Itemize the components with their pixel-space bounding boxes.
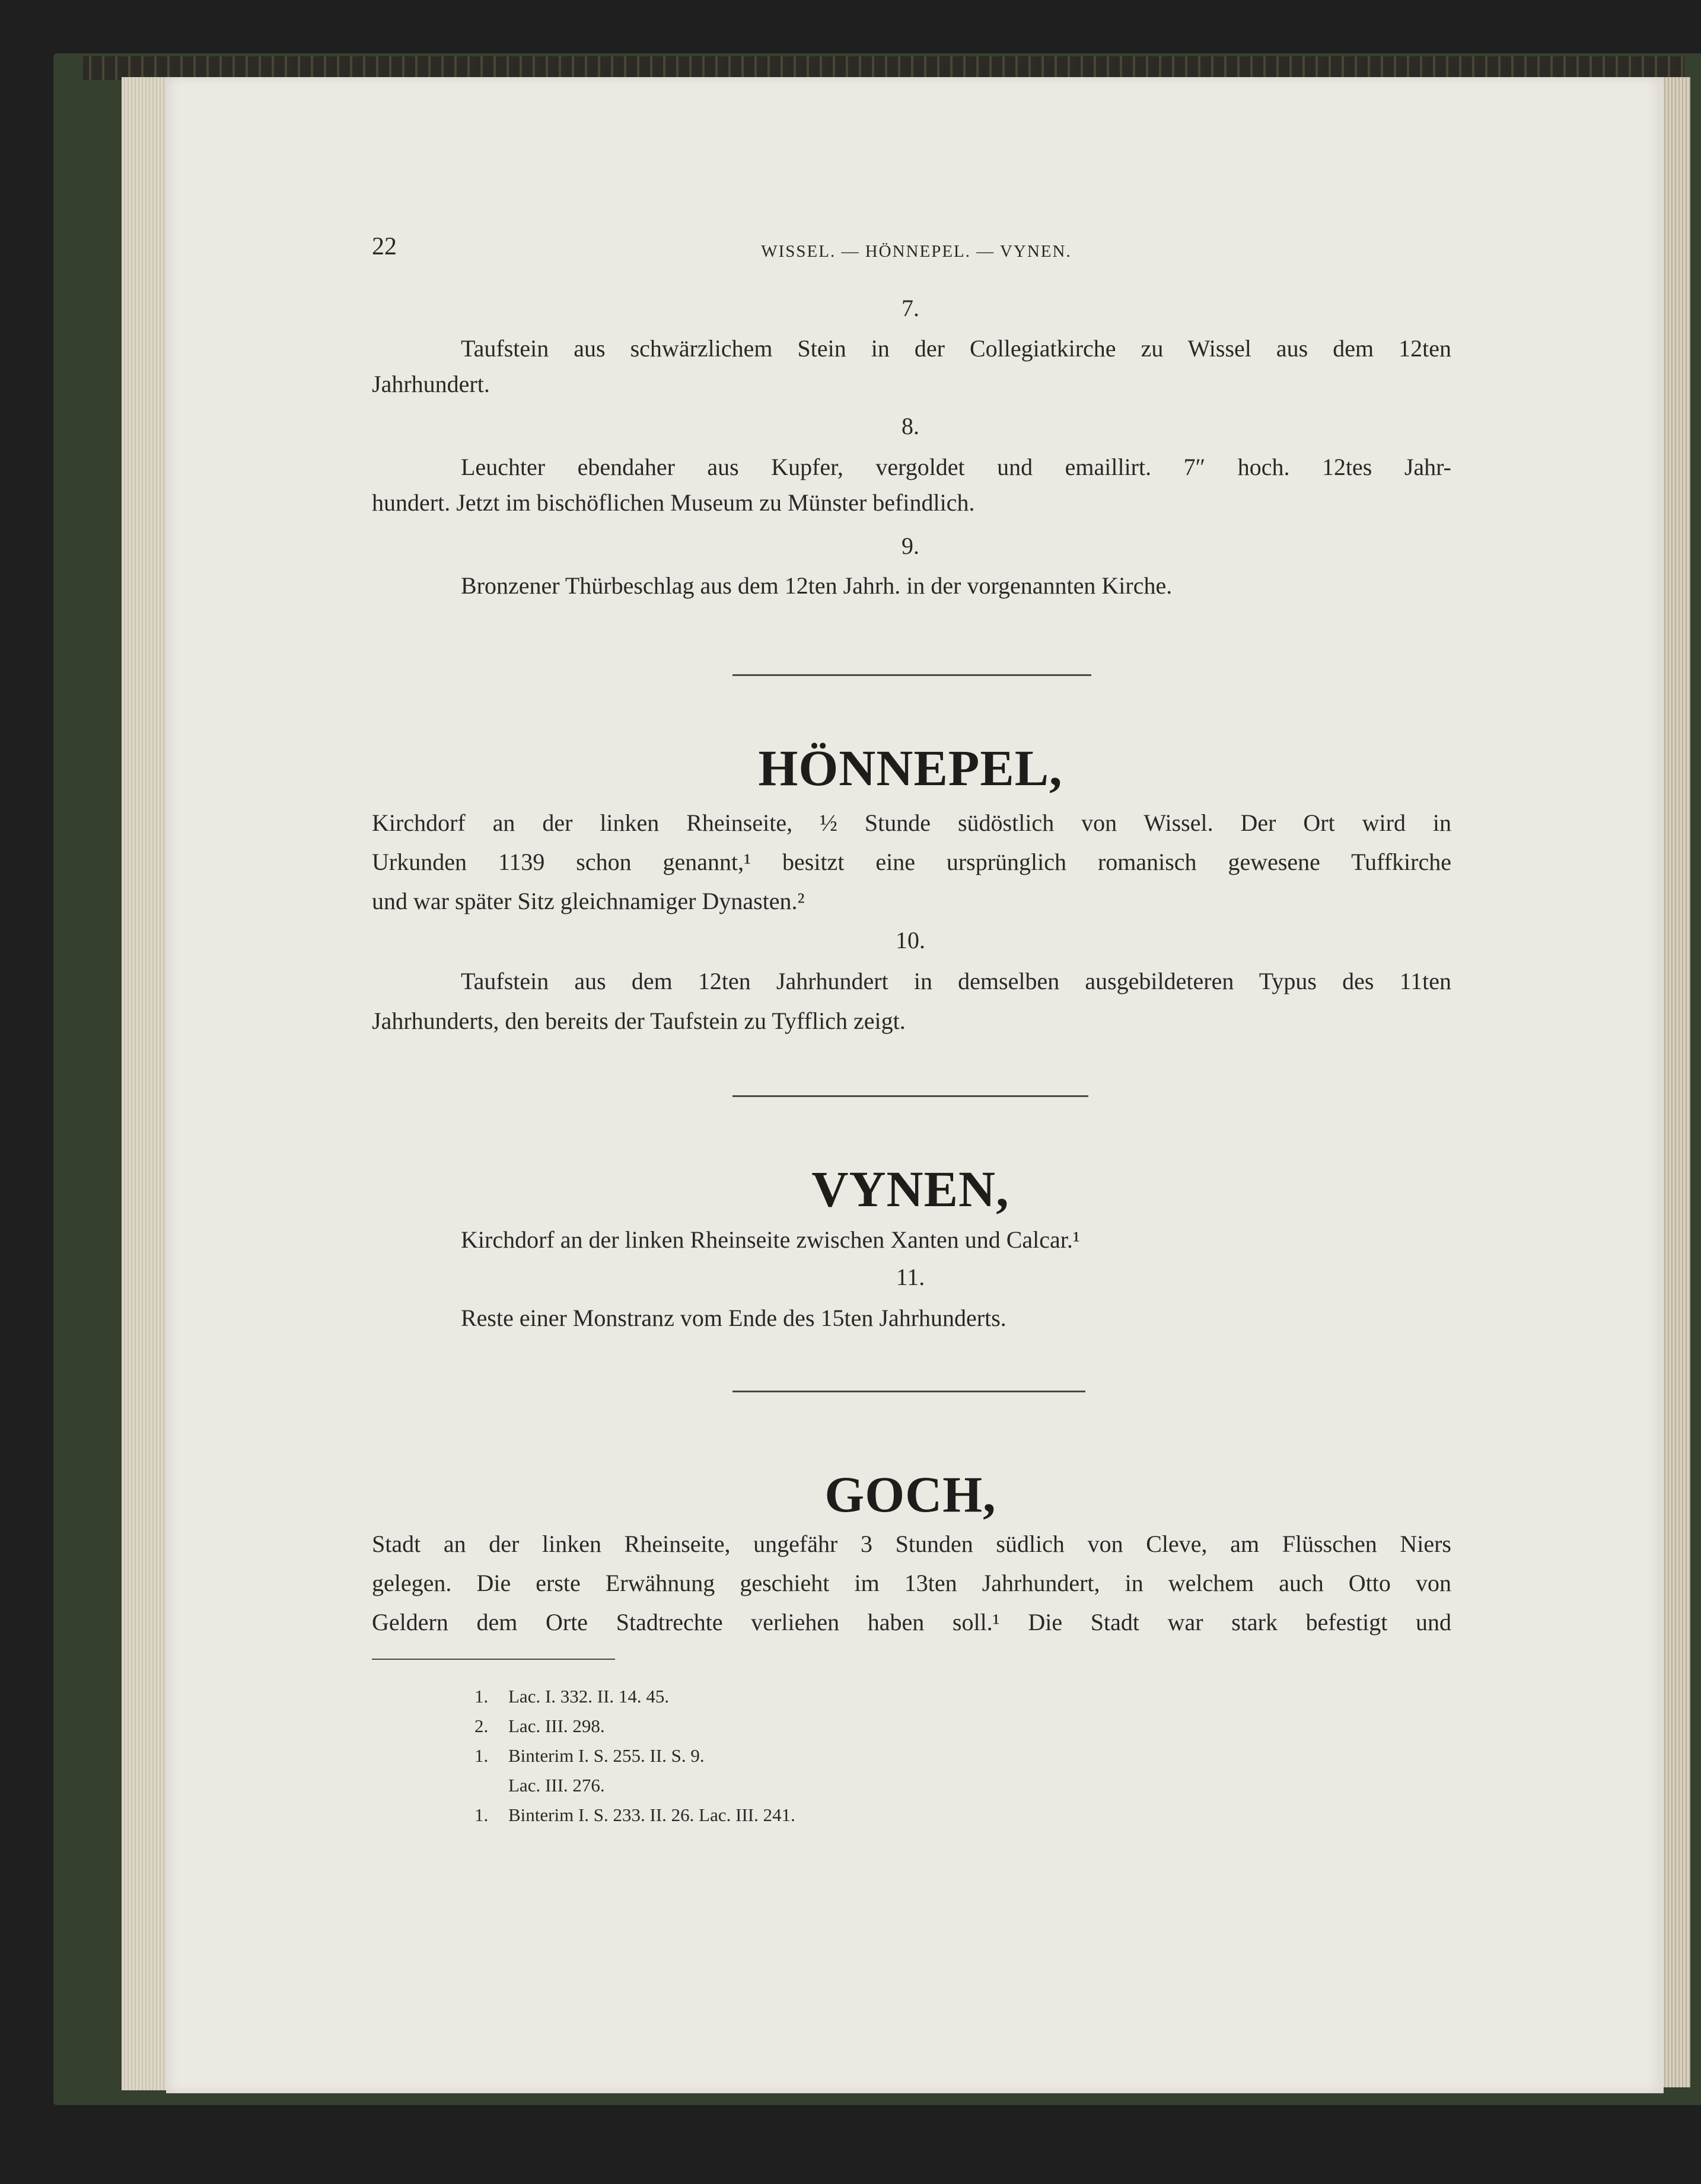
footnote-text: Binterim I. S. 233. II. 26. Lac. III. 241. (508, 1804, 795, 1825)
item-number-7: 7. (902, 295, 919, 321)
item-8-line-1: Leuchter ebendaher aus Kupfer, vergoldet und emaillirt. 7″ hoch. 12tes Jahr- (461, 454, 1451, 480)
footnote-mark: 1. (474, 1745, 489, 1766)
section-divider (732, 1391, 1085, 1392)
section-divider (732, 1095, 1088, 1097)
hoennepel-intro-line-2: Urkunden 1139 schon genannt,¹ besitzt eine ursprünglich romanisch gewesene Tuffkirche (372, 849, 1451, 875)
goch-intro-line-1: Stadt an der linken Rheinseite, ungefähr 3 Stunden südlich von Cleve, am Flüsschen Niers (372, 1531, 1451, 1557)
running-head: WISSEL. — HÖNNEPEL. — VYNEN. (761, 242, 1072, 261)
footnote-text: Lac. III. 298. (508, 1716, 605, 1736)
item-8-line-2: hundert. Jetzt im bischöflichen Museum zu Münster befindlich. (372, 489, 975, 516)
item-10-line-2: Jahrhunderts, den bereits der Taufstein zu Tyfflich zeigt. (372, 1007, 906, 1034)
item-7-line-1: Taufstein aus schwärzlichem Stein in der Collegiatkirche zu Wissel aus dem 12ten (461, 335, 1451, 362)
item-10-line-1: Taufstein aus dem 12ten Jahrhundert in demselben ausgebildeteren Typus des 11ten (461, 968, 1451, 994)
item-9-line-1: Bronzener Thürbeschlag aus dem 12ten Jahrh. in der vorgenannten Kirche. (461, 572, 1173, 599)
item-number-10: 10. (896, 927, 925, 954)
item-11-line-1: Reste einer Monstranz vom Ende des 15ten Jahrhunderts. (461, 1305, 1006, 1331)
left-page-edges (122, 77, 169, 2090)
section-title-goch: GOCH, (824, 1466, 996, 1523)
item-number-9: 9. (902, 533, 919, 559)
book-spine-top-edge (83, 56, 1684, 80)
item-number-8: 8. (902, 413, 919, 439)
section-title-vynen: VYNEN, (811, 1160, 1009, 1217)
vynen-intro: Kirchdorf an der linken Rheinseite zwischen Xanten und Calcar.¹ (461, 1226, 1080, 1253)
footnote-mark: 2. (474, 1716, 489, 1736)
footnote-rule (372, 1659, 615, 1660)
footnote-mark: 1. (474, 1804, 489, 1825)
goch-intro-line-2: gelegen. Die erste Erwähnung geschieht im 13ten Jahrhundert, in welchem auch Otto von (372, 1570, 1451, 1596)
goch-intro-line-3: Geldern dem Orte Stadtrechte verliehen haben soll.¹ Die Stadt war stark befestigt und (372, 1609, 1451, 1635)
footnote-mark: 1. (474, 1686, 489, 1707)
footnote-text: Lac. III. 276. (508, 1775, 605, 1796)
page-number: 22 (372, 233, 397, 260)
item-number-11: 11. (896, 1264, 925, 1290)
item-7-line-2: Jahrhundert. (372, 371, 490, 397)
section-divider (732, 674, 1091, 676)
footnote-text: Binterim I. S. 255. II. S. 9. (508, 1745, 705, 1766)
hoennepel-intro-line-1: Kirchdorf an der linken Rheinseite, ½ Stunde südöstlich von Wissel. Der Ort wird in (372, 809, 1451, 836)
hoennepel-intro-line-3: und war später Sitz gleichnamiger Dynasten.² (372, 888, 805, 914)
section-title-hoennepel: HÖNNEPEL, (758, 739, 1063, 796)
footnote-text: Lac. I. 332. II. 14. 45. (508, 1686, 670, 1707)
